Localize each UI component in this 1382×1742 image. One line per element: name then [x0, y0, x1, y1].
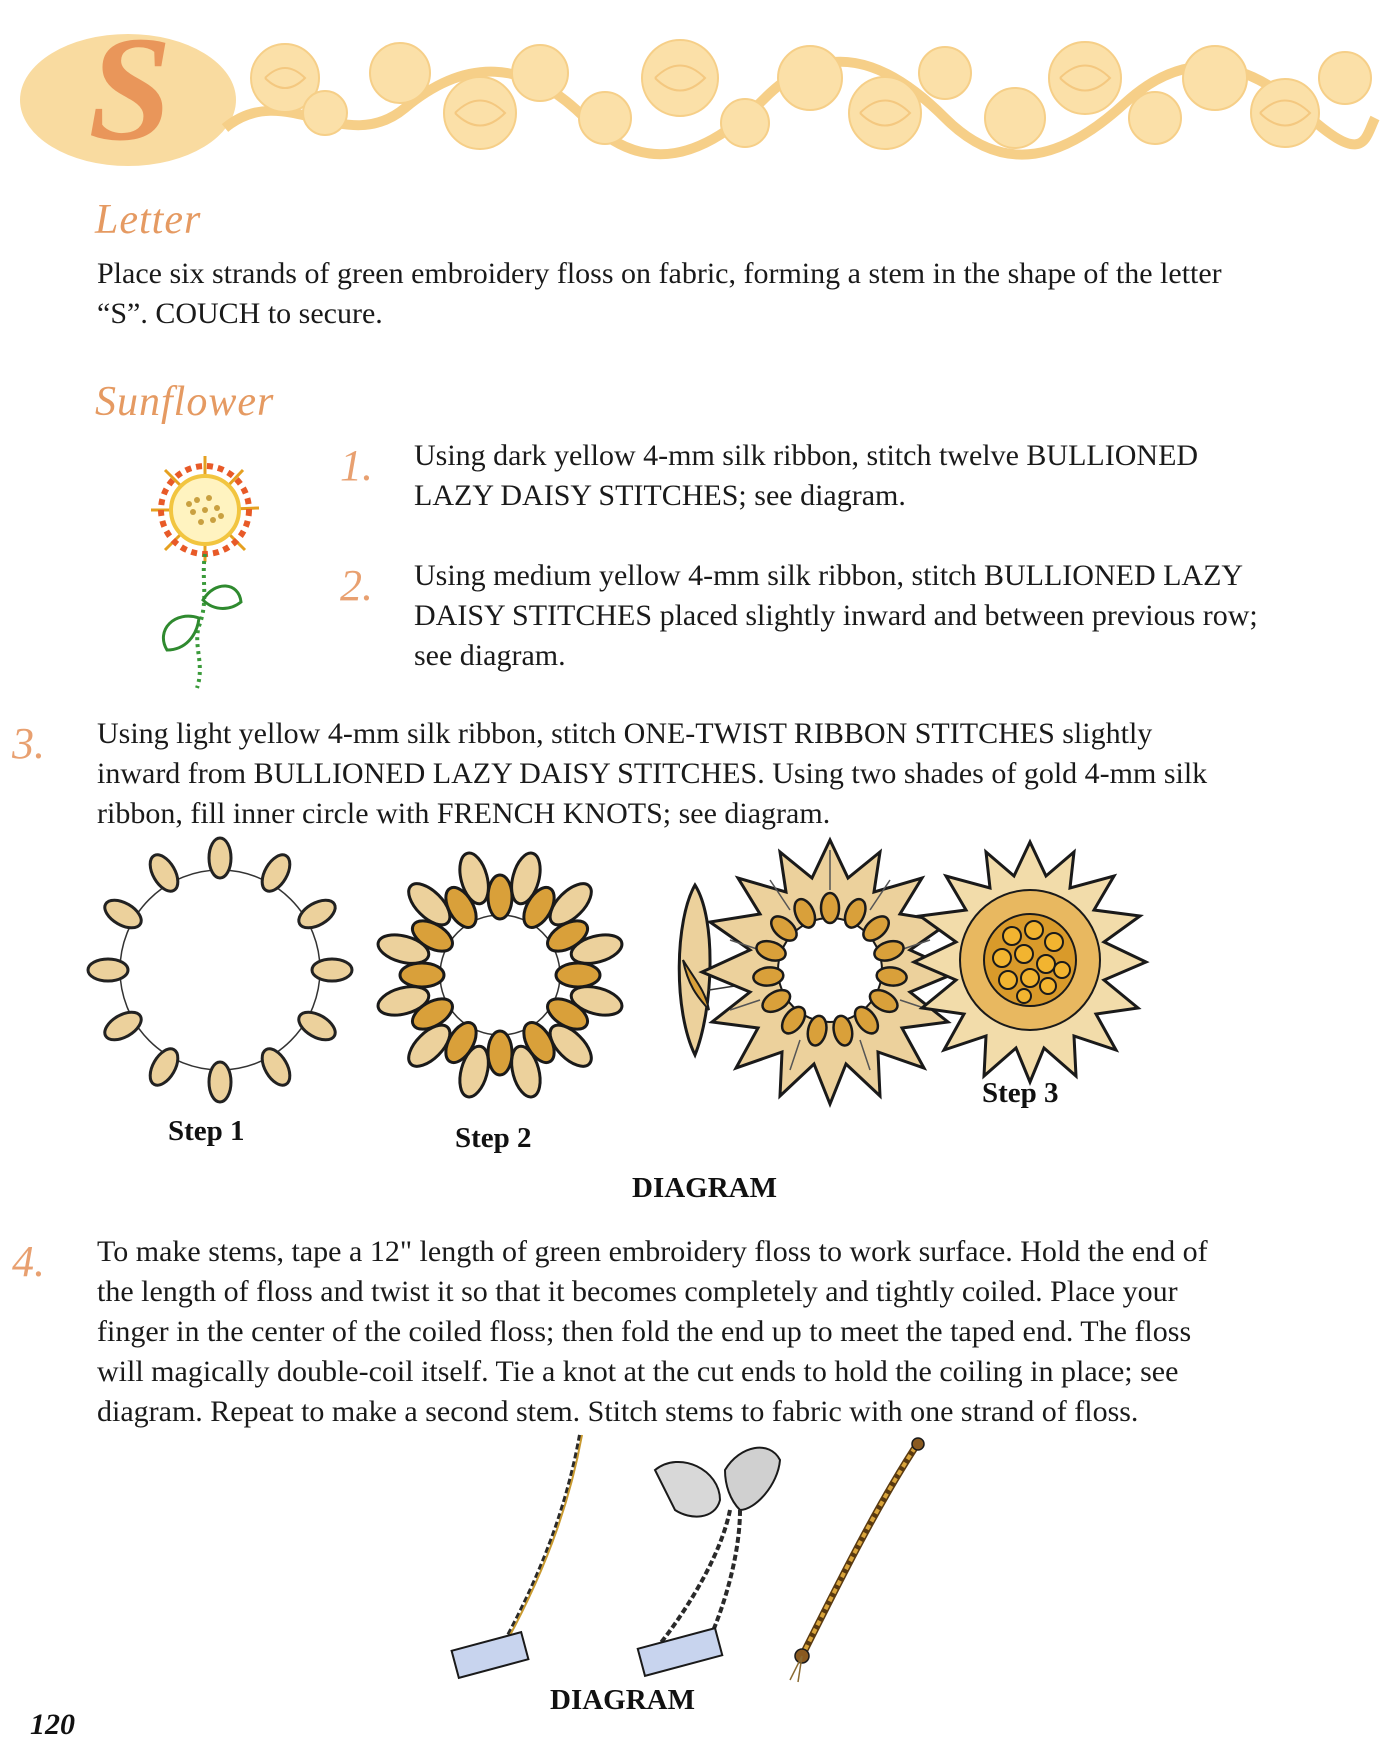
step-2-number: 2.	[340, 561, 373, 610]
step-3-flower	[702, 840, 958, 1104]
step-3-line-2: inward from BULLIONED LAZY DAISY STITCHES. Using two shades of gold 4-mm silk	[97, 757, 1208, 790]
step-1-label: Step 1	[168, 1115, 245, 1147]
step-2-label: Step 2	[455, 1122, 532, 1154]
sunflower-illustration	[135, 450, 275, 690]
double-coiled-stem	[790, 1438, 924, 1682]
floral-vine-border	[225, 18, 1375, 168]
step-3-number: 3.	[12, 719, 45, 768]
stem-twisting-diagram	[440, 1430, 980, 1700]
finished-sunflower	[914, 842, 1146, 1082]
step-1-flower	[88, 838, 352, 1102]
step-3-label: Step 3	[982, 1077, 1059, 1109]
sunflower-heading: Sunflower	[95, 379, 275, 425]
diagram-1-caption: DIAGRAM	[632, 1172, 777, 1204]
header-letter: S	[88, 6, 172, 172]
header-band	[0, 0, 1382, 175]
step-4-line-5: diagram. Repeat to make a second stem. Stitch stems to fabric with one strand of floss.	[97, 1395, 1139, 1428]
step-1-number: 1.	[340, 441, 373, 490]
step-3-line-1: Using light yellow 4-mm silk ribbon, stitch ONE-TWIST RIBBON STITCHES slightly	[97, 717, 1153, 750]
step-3-line-3: ribbon, fill inner circle with FRENCH KNOTS; see diagram.	[97, 797, 831, 830]
step-2-line-3: see diagram.	[414, 639, 566, 672]
step-4-line-4: will magically double-coil itself. Tie a knot at the cut ends to hold the coiling in place; see	[97, 1355, 1179, 1388]
step-4-line-1: To make stems, tape a 12" length of green embroidery floss to work surface. Hold the end of	[97, 1235, 1208, 1268]
step-1-line-1: Using dark yellow 4-mm silk ribbon, stitch twelve BULLIONED	[414, 439, 1199, 472]
step-2-flower	[375, 850, 625, 1100]
diagram-2-caption: DIAGRAM	[550, 1684, 695, 1716]
letter-text-line-2: “S”. COUCH to secure.	[97, 297, 383, 330]
step-2-line-1: Using medium yellow 4-mm silk ribbon, stitch BULLIONED LAZY	[414, 559, 1244, 592]
step-4-line-2: the length of floss and twist it so that it becomes completely and tightly coiled. Place your	[97, 1275, 1178, 1308]
page-number: 120	[30, 1708, 75, 1741]
step-2-line-2: DAISY STITCHES placed slightly inward and between previous row;	[414, 599, 1258, 632]
letter-text-line-1: Place six strands of green embroidery floss on fabric, forming a stem in the shape of the letter	[97, 257, 1222, 290]
finger-folding-floss	[638, 1448, 780, 1676]
step-4-line-3: finger in the center of the coiled floss; then fold the end up to meet the taped end. The floss	[97, 1315, 1192, 1348]
step-1-line-2: LAZY DAISY STITCHES; see diagram.	[414, 479, 906, 512]
twisted-floss-taped	[452, 1435, 582, 1678]
step-4-number: 4.	[12, 1237, 45, 1286]
letter-heading: Letter	[95, 197, 202, 243]
sunflower-steps-diagram	[60, 830, 1110, 1120]
